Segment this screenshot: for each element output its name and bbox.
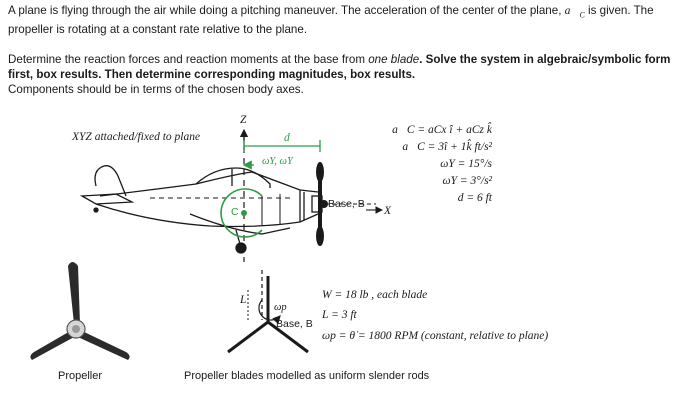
frame-label: XYZ attached/fixed to plane bbox=[72, 131, 201, 143]
eq-omega-dot: ω̇Y = 3°/s² bbox=[442, 175, 492, 187]
fuselage-top bbox=[100, 172, 318, 196]
problem-text-1b: is given. The propeller is rotating at a constant rate relative to the plane. bbox=[8, 4, 654, 37]
omega-p-equation: ωp = θ̇ = 1800 RPM (constant, relative to plane) bbox=[322, 330, 549, 342]
acceleration-symbol: a⃗ bbox=[564, 4, 580, 17]
base-label: Base, B bbox=[328, 198, 365, 210]
eq-accel-components: a⃗C = aCx î + aCz k̂ bbox=[392, 124, 492, 136]
eq-omega: ωY = 15°/s bbox=[440, 158, 492, 170]
task-text-italic: one blade bbox=[368, 53, 420, 66]
fuselage-bottom bbox=[96, 204, 318, 227]
task-text-3: Components should be in terms of the chosen body axes. bbox=[8, 83, 304, 96]
center-point bbox=[241, 210, 247, 216]
canopy bbox=[196, 168, 270, 188]
propeller-picture bbox=[30, 262, 129, 360]
x-axis-label: X bbox=[384, 205, 392, 217]
wing bbox=[190, 214, 290, 234]
blade-diagram bbox=[228, 270, 308, 352]
eq-d: d = 6 ft bbox=[457, 192, 492, 204]
d-dimension bbox=[244, 140, 320, 152]
task-text-bold: . Solve the system in algebraic/symbolic form first, box results. Then determine corresponding magnitudes, box results. bbox=[8, 53, 671, 81]
w-equation: W = 18 lb , each blade bbox=[322, 289, 428, 301]
c-label: C bbox=[231, 206, 239, 218]
blades-caption: Propeller blades modelled as uniform slender rods bbox=[184, 370, 430, 382]
blade-omega-p-label: ωp bbox=[274, 302, 287, 313]
acceleration-subscript: C bbox=[579, 10, 585, 20]
blade-left bbox=[228, 322, 268, 352]
tail-fin bbox=[95, 166, 126, 196]
omega-label: ωY, ω̇Y bbox=[262, 156, 293, 167]
propeller-caption: Propeller bbox=[58, 370, 103, 382]
l-equation: L = 3 ft bbox=[322, 309, 357, 321]
given-equations bbox=[356, 122, 492, 207]
blade-l-label: L bbox=[240, 294, 247, 306]
z-axis-label: Z bbox=[240, 114, 247, 126]
eq-accel-values: a⃗C = 3î + 1k̂ ft/s² bbox=[402, 141, 492, 153]
plane-drawing bbox=[82, 166, 322, 253]
blade-base-label: Base, B bbox=[276, 318, 313, 330]
problem-text-1a: A plane is flying through the air while doing a pitching maneuver. The acceleration of the center of the plane, bbox=[8, 4, 565, 17]
task-text-1: Determine the reaction forces and reaction moments at the base from bbox=[8, 53, 369, 66]
d-label: d bbox=[284, 132, 290, 144]
